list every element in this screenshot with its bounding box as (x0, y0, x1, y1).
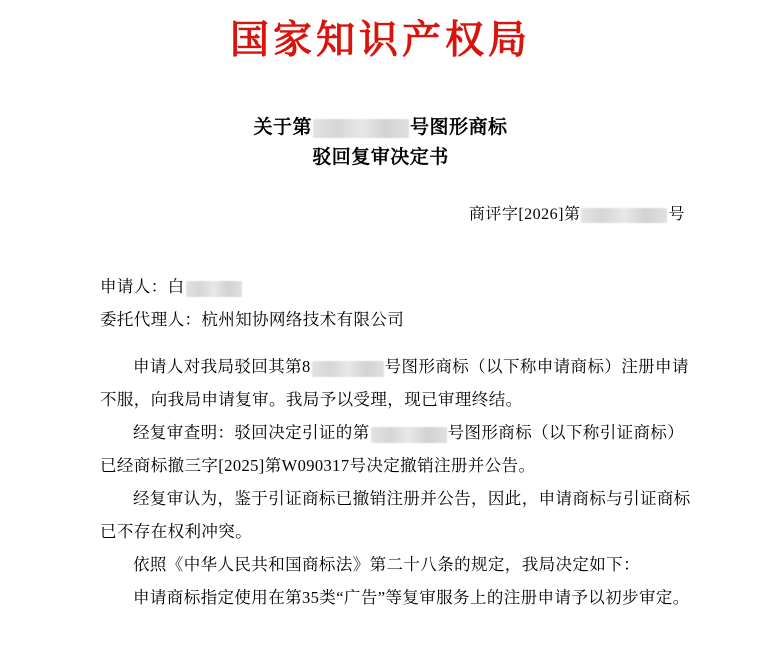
document-number (0, 201, 761, 224)
applicant-label: 申请人： (100, 277, 168, 297)
paragraph-1-prefix: 申请人对我局驳回其第8 (133, 357, 311, 377)
applicant-value-prefix: 白 (167, 277, 185, 297)
redacted-applicant-name (186, 281, 242, 297)
paragraph-2 (100, 416, 693, 482)
paragraph-1-suffix: 号图形商标（以下称申请商标）注册申请不服，向我局申请复审。我局予以受理，现已审理终结。 (100, 357, 689, 410)
agent-line (100, 303, 693, 336)
document-number-prefix: 商评字[2026]第 (468, 206, 581, 224)
paragraph-5: 申请商标指定使用在第35类“广告”等复审服务上的注册申请予以初步审定。 (133, 588, 690, 608)
heading-prefix-text: 关于第 (253, 116, 312, 138)
agent-value: 杭州知协网络技术有限公司 (201, 310, 405, 330)
document-body (0, 270, 761, 614)
paragraph-1 (100, 350, 693, 416)
document-heading-line-1 (0, 113, 761, 143)
applicant-line (100, 270, 693, 303)
heading-suffix-text: 号图形商标 (410, 116, 508, 138)
redacted-application-mark-number (312, 361, 384, 377)
paragraph-2-prefix: 经复审查明：驳回决定引证的第 (133, 423, 370, 443)
document-heading-line-2: 驳回复审决定书 (312, 147, 449, 169)
document-heading (0, 113, 761, 174)
paragraph-2-suffix: 号图形商标（以下称引证商标）已经商标撤三字[2025]第W090317号决定撤销注册并公告。 (100, 423, 685, 476)
paragraph-3: 经复审认为，鉴于引证商标已撤销注册并公告，因此，申请商标与引证商标已不存在权利冲突。 (100, 489, 691, 542)
agent-label: 委托代理人： (100, 310, 202, 330)
paragraph-4: 依照《中华人民共和国商标法》第二十八条的规定，我局决定如下： (133, 555, 640, 575)
redacted-trademark-number-heading (313, 119, 409, 138)
organization-title: 国家知识产权局 (229, 19, 531, 62)
document-number-suffix: 号 (668, 206, 685, 224)
redacted-cited-mark-number (371, 427, 447, 443)
redacted-document-number (581, 208, 667, 223)
